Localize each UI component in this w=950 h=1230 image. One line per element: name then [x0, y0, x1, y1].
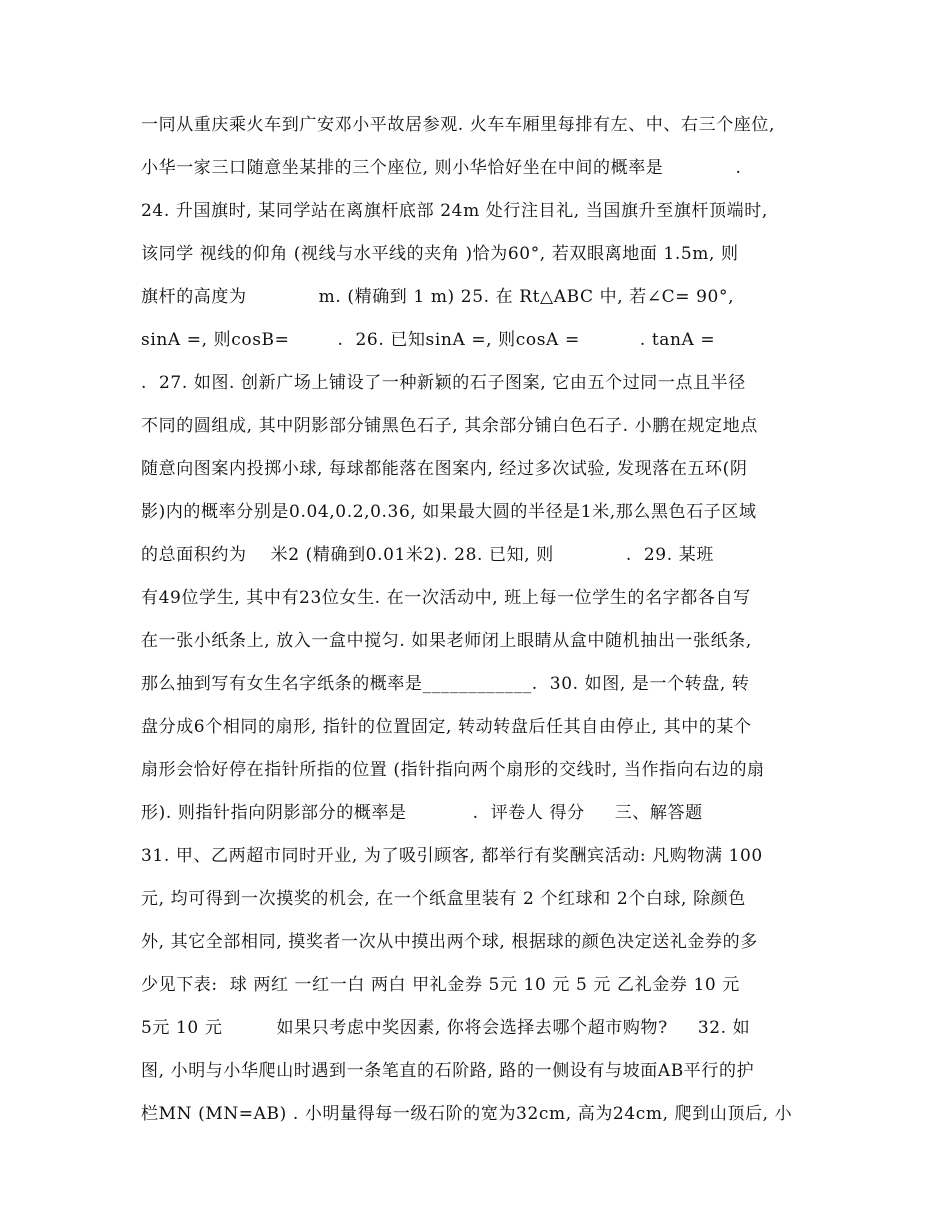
text-line: 盘分成6个相同的扇形, 指针的位置固定, 转动转盘后任其自由停止, 其中的某个 [141, 717, 752, 737]
text-line: . 27. 如图. 创新广场上铺设了一种新颖的石子图案, 它由五个过同一点且半径 [141, 373, 746, 393]
text-line: 31. 甲、乙两超市同时开业, 为了吸引顾客, 都举行有奖酬宾活动: 凡购物满 100 [141, 846, 763, 866]
text-line: 的总面积约为 米2 (精确到0.01米2). 28. 已知, 则 . 29. 某班 [141, 545, 714, 565]
text-line: 外, 其它全部相同, 摸奖者一次从中摸出两个球, 根据球的颜色决定送礼金券的多 [141, 932, 758, 952]
text-line: 影)内的概率分别是0.04,0.2,0.36, 如果最大圆的半径是1米,那么黑色石子区域 [141, 502, 757, 522]
text-line: 图, 小明与小华爬山时遇到一条笔直的石阶路, 路的一侧设有与坡面AB平行的护 [141, 1061, 755, 1081]
text-line: 不同的圆组成, 其中阴影部分铺黑色石子, 其余部分铺白色石子. 小鹏在规定地点 [141, 416, 758, 436]
text-line: 24. 升国旗时, 某同学站在离旗杆底部 24m 处行注目礼, 当国旗升至旗杆顶端时, [141, 201, 768, 221]
text-line: 形). 则指针指向阴影部分的概率是 . 评卷人 得分 三、解答题 [141, 803, 703, 823]
text-line: 随意向图案内投掷小球, 每球都能落在图案内, 经过多次试验, 发现落在五环(阴 [141, 459, 748, 479]
text-line: 栏MN (MN=AB) . 小明量得每一级石阶的宽为32cm, 高为24cm, 爬到山顶后, 小 [141, 1104, 793, 1124]
text-line: 有49位学生, 其中有23位女生. 在一次活动中, 班上每一位学生的名字都各自写 [141, 588, 751, 608]
text-line: 扇形会恰好停在指针所指的位置 (指针指向两个扇形的交线时, 当作指向右边的扇 [141, 760, 765, 780]
text-line: 该同学 视线的仰角 (视线与水平线的夹角 )恰为60°, 若双眼离地面 1.5m, 则 [141, 244, 739, 264]
text-line: 一同从重庆乘火车到广安邓小平故居参观. 火车车厢里每排有左、中、右三个座位, [141, 115, 776, 135]
text-line: 在一张小纸条上, 放入一盒中搅匀. 如果老师闭上眼睛从盒中随机抽出一张纸条, [141, 631, 752, 651]
text-line: 那么抽到写有女生名字纸条的概率是____________. 30. 如图, 是一个转盘, 转 [141, 674, 750, 694]
text-line: 元, 均可得到一次摸奖的机会, 在一个纸盒里装有 2 个红球和 2个白球, 除颜色 [141, 889, 746, 909]
text-line: 旗杆的高度为 m. (精确到 1 m) 25. 在 Rt△ABC 中, 若∠C= 90°, [141, 287, 735, 307]
text-line: sinA =, 则cosB= . 26. 已知sinA =, 则cosA = . tanA = [141, 330, 716, 350]
text-line: 5元 10 元 如果只考虑中奖因素, 你将会选择去哪个超市购物? 32. 如 [141, 1018, 751, 1038]
text-line: 小华一家三口随意坐某排的三个座位, 则小华恰好坐在中间的概率是 . [141, 158, 742, 178]
text-line: 少见下表: 球 两红 一红一白 两白 甲礼金券 5元 10 元 5 元 乙礼金券 10 元 [141, 975, 740, 995]
